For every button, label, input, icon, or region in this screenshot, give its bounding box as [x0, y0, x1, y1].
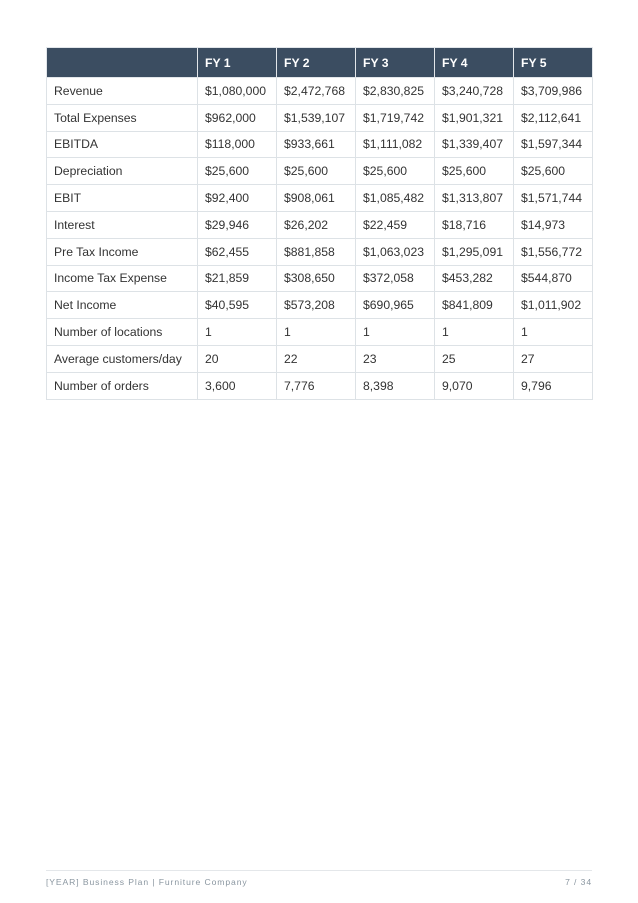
table-cell: $40,595 [198, 292, 277, 319]
header-fy3: FY 3 [356, 48, 435, 78]
table-cell: $118,000 [198, 131, 277, 158]
table-cell: 27 [514, 345, 593, 372]
table-cell: $962,000 [198, 104, 277, 131]
table-row [47, 292, 593, 319]
table-row [47, 158, 593, 185]
table-cell: $1,339,407 [435, 131, 514, 158]
table-cell: $1,597,344 [514, 131, 593, 158]
table-cell: 8,398 [356, 372, 435, 399]
header-fy4: FY 4 [435, 48, 514, 78]
row-label: Average customers/day [47, 345, 198, 372]
table-cell: 20 [198, 345, 277, 372]
row-label: EBITDA [47, 131, 198, 158]
row-label: EBIT [47, 185, 198, 212]
table-cell: 23 [356, 345, 435, 372]
table-cell: $1,063,023 [356, 238, 435, 265]
table-cell: $881,858 [277, 238, 356, 265]
table-cell: $62,455 [198, 238, 277, 265]
row-label: Interest [47, 211, 198, 238]
table-cell: $22,459 [356, 211, 435, 238]
table-cell: $1,313,807 [435, 185, 514, 212]
table-cell: $1,539,107 [277, 104, 356, 131]
header-corner-cell [47, 48, 198, 78]
table-cell: $2,830,825 [356, 78, 435, 105]
table-cell: $1,085,482 [356, 185, 435, 212]
row-label: Pre Tax Income [47, 238, 198, 265]
table-row [47, 211, 593, 238]
table-cell: $26,202 [277, 211, 356, 238]
table-cell: $1,556,772 [514, 238, 593, 265]
table-cell: $933,661 [277, 131, 356, 158]
table-row [47, 104, 593, 131]
table-row [47, 78, 593, 105]
table-cell: $2,112,641 [514, 104, 593, 131]
table-cell: $1,901,321 [435, 104, 514, 131]
table-cell: 22 [277, 345, 356, 372]
table-cell: $25,600 [198, 158, 277, 185]
table-cell: 1 [435, 319, 514, 346]
table-cell: $25,600 [435, 158, 514, 185]
table-cell: $2,472,768 [277, 78, 356, 105]
table-cell: 1 [277, 319, 356, 346]
table-cell: 9,070 [435, 372, 514, 399]
table-cell: $1,719,742 [356, 104, 435, 131]
table-header-row [47, 48, 593, 78]
header-fy2: FY 2 [277, 48, 356, 78]
table-cell: $1,011,902 [514, 292, 593, 319]
page-footer [46, 870, 592, 887]
row-label: Number of orders [47, 372, 198, 399]
row-label: Number of locations [47, 319, 198, 346]
table-cell: $1,080,000 [198, 78, 277, 105]
table-cell: $841,809 [435, 292, 514, 319]
footer-document-title: [YEAR] Business Plan | Furniture Company [46, 877, 248, 887]
table-cell: $573,208 [277, 292, 356, 319]
footer-page-number: 7 / 34 [565, 877, 592, 887]
table-cell: $25,600 [514, 158, 593, 185]
table-cell: $690,965 [356, 292, 435, 319]
table-cell: 9,796 [514, 372, 593, 399]
table-cell: $1,111,082 [356, 131, 435, 158]
header-fy5: FY 5 [514, 48, 593, 78]
table-cell: $92,400 [198, 185, 277, 212]
financial-summary-table [46, 47, 593, 400]
table-cell: $908,061 [277, 185, 356, 212]
table-row [47, 265, 593, 292]
row-label: Net Income [47, 292, 198, 319]
table-cell: 3,600 [198, 372, 277, 399]
table-row [47, 185, 593, 212]
row-label: Depreciation [47, 158, 198, 185]
table-cell: $29,946 [198, 211, 277, 238]
table-cell: $1,571,744 [514, 185, 593, 212]
header-fy1: FY 1 [198, 48, 277, 78]
table-cell: $544,870 [514, 265, 593, 292]
table-row [47, 372, 593, 399]
table-cell: 1 [356, 319, 435, 346]
table-cell: 25 [435, 345, 514, 372]
table-cell: $25,600 [356, 158, 435, 185]
table-cell: 1 [514, 319, 593, 346]
table-cell: $308,650 [277, 265, 356, 292]
table-cell: $453,282 [435, 265, 514, 292]
row-label: Income Tax Expense [47, 265, 198, 292]
table-row [47, 238, 593, 265]
table-cell: $372,058 [356, 265, 435, 292]
row-label: Revenue [47, 78, 198, 105]
table-row [47, 345, 593, 372]
table-cell: $18,716 [435, 211, 514, 238]
table-row [47, 131, 593, 158]
table-cell: 1 [198, 319, 277, 346]
table-cell: $3,240,728 [435, 78, 514, 105]
table-cell: $25,600 [277, 158, 356, 185]
table-row [47, 319, 593, 346]
table-cell: $21,859 [198, 265, 277, 292]
table-cell: $1,295,091 [435, 238, 514, 265]
table-cell: $14,973 [514, 211, 593, 238]
row-label: Total Expenses [47, 104, 198, 131]
table-cell: 7,776 [277, 372, 356, 399]
table-cell: $3,709,986 [514, 78, 593, 105]
